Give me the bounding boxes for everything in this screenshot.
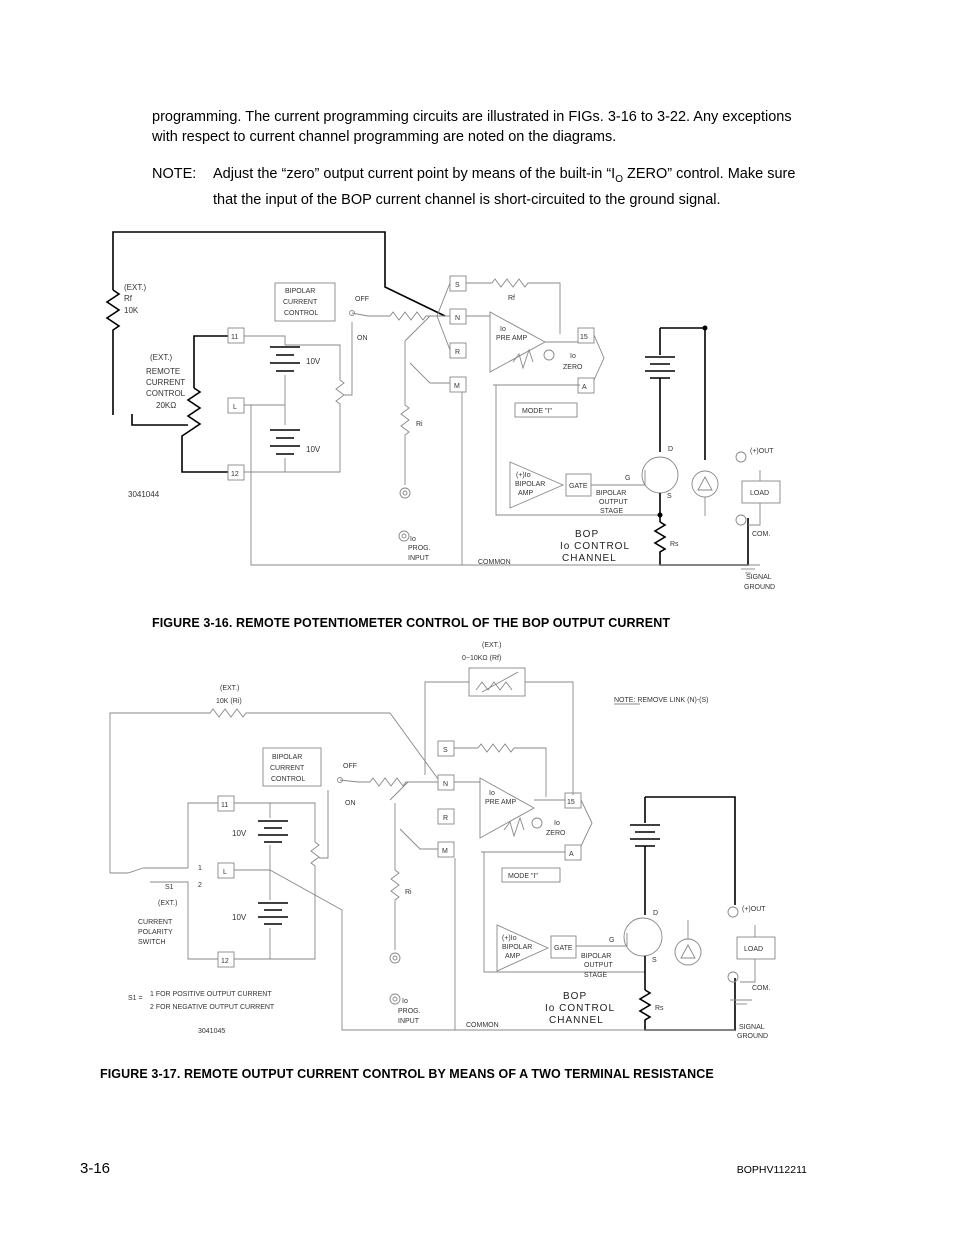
svg-text:COMMON: COMMON [466,1022,499,1029]
svg-text:3041045: 3041045 [198,1028,226,1035]
battery-6 [630,797,660,915]
svg-text:(EXT.): (EXT.) [158,900,178,907]
svg-text:S: S [443,747,448,754]
svg-text:POLARITY: POLARITY [138,929,173,936]
svg-text:10V: 10V [306,445,321,454]
svg-text:CHANNEL: CHANNEL [562,553,617,564]
svg-text:S1 =: S1 = [128,995,143,1002]
svg-text:Rs: Rs [670,541,679,548]
figure-3-17-schematic [110,642,775,1040]
svg-text:COMMON: COMMON [478,559,511,566]
svg-text:L: L [223,869,227,876]
svg-text:11: 11 [221,802,229,809]
svg-text:Rf: Rf [124,294,132,303]
svg-text:COM.: COM. [752,531,771,538]
svg-text:PROG.: PROG. [398,1008,421,1015]
svg-text:10V: 10V [306,357,321,366]
svg-text:(+)Io: (+)Io [502,935,517,942]
svg-text:S: S [652,957,657,964]
wiper-wire [132,414,188,425]
svg-text:Ri: Ri [405,889,412,896]
svg-text:BIPOLAR: BIPOLAR [596,490,627,497]
svg-text:2: 2 [198,882,202,889]
battery-3 [645,328,675,452]
svg-text:MODE "I": MODE "I" [522,408,552,415]
svg-text:PROG.: PROG. [408,545,431,552]
svg-text:Io: Io [410,536,416,543]
pot-top-wire [194,336,228,388]
svg-text:Io: Io [402,998,408,1005]
svg-text:A: A [582,384,587,391]
svg-text:GATE: GATE [569,483,588,490]
svg-text:(+)OUT: (+)OUT [742,906,766,913]
svg-text:(EXT.): (EXT.) [482,642,502,649]
svg-text:Io: Io [500,326,506,333]
svg-text:GROUND: GROUND [744,584,776,591]
svg-text:BIPOLAR: BIPOLAR [502,944,533,951]
figure-3-16-schematic [107,232,780,591]
ext-pot-resistor [182,388,228,472]
svg-text:GATE: GATE [554,945,573,952]
svg-text:Io CONTROL: Io CONTROL [560,541,631,552]
svg-text:G: G [609,937,615,944]
svg-text:12: 12 [221,958,229,965]
svg-text:OFF: OFF [343,763,357,770]
document-code: BOPHV112211 [736,1164,807,1176]
note-label: NOTE: [152,166,197,182]
svg-text:Io CONTROL: Io CONTROL [545,1003,616,1014]
svg-text:Io: Io [489,790,495,797]
svg-text:(EXT.): (EXT.) [220,685,240,692]
svg-text:Rf: Rf [508,295,515,302]
svg-text:10K: 10K [124,306,139,315]
svg-text:NOTE: REMOVE LINK (N)-(S): NOTE: REMOVE LINK (N)-(S) [614,697,709,704]
svg-text:R: R [455,349,461,356]
ext-rf-resistor [107,290,119,415]
svg-text:D: D [668,446,674,453]
figure-3-17-caption: FIGURE 3-17. REMOTE OUTPUT CURRENT CONTROL BY MEANS OF A TWO TERMINAL RESISTANCE [100,1067,714,1081]
svg-text:ON: ON [357,335,368,342]
svg-text:1: 1 [198,865,202,872]
svg-text:PRE AMP: PRE AMP [485,799,517,806]
svg-text:15: 15 [567,799,575,806]
svg-text:(EXT.): (EXT.) [124,283,147,292]
battery-5 [258,903,288,924]
svg-text:10V: 10V [232,913,247,922]
svg-text:S: S [667,493,672,500]
svg-text:AMP: AMP [518,490,534,497]
figure-3-16-caption: FIGURE 3-16. REMOTE POTENTIOMETER CONTROL OF THE BOP OUTPUT CURRENT [152,616,671,630]
svg-text:BIPOLAR: BIPOLAR [285,288,316,295]
svg-text:COM.: COM. [752,985,771,992]
svg-text:CURRENT: CURRENT [146,378,186,387]
svg-text:Io: Io [570,353,576,360]
page-number: 3-16 [80,1160,111,1177]
svg-text:CONTROL: CONTROL [271,776,306,783]
svg-text:S1: S1 [165,884,174,891]
svg-text:SIGNAL: SIGNAL [739,1024,765,1031]
svg-text:ON: ON [345,800,356,807]
battery-2 [270,430,300,454]
svg-text:A: A [569,851,574,858]
svg-text:CONTROL: CONTROL [146,389,186,398]
svg-text:CURRENT: CURRENT [270,765,305,772]
svg-text:SIGNAL: SIGNAL [746,574,772,581]
svg-text:INPUT: INPUT [408,555,429,562]
svg-text:OFF: OFF [355,296,369,303]
battery-1 [270,347,300,371]
svg-text:0−10KΩ (Rf): 0−10KΩ (Rf) [462,655,502,662]
svg-text:Rs: Rs [655,1005,664,1012]
svg-text:N: N [443,781,449,788]
svg-text:ZERO: ZERO [546,830,566,837]
svg-text:(+)Io: (+)Io [516,472,531,479]
svg-text:10K (Ri): 10K (Ri) [216,698,242,705]
svg-text:BIPOLAR: BIPOLAR [515,481,546,488]
svg-text:2 FOR NEGATIVE OUTPUT CURREN: 2 FOR NEGATIVE OUTPUT CURRENT [150,1004,275,1011]
svg-text:(+)OUT: (+)OUT [750,448,774,455]
svg-text:INPUT: INPUT [398,1018,419,1025]
svg-text:REMOTE: REMOTE [146,367,181,376]
svg-text:ZERO: ZERO [563,364,583,371]
svg-text:(EXT.): (EXT.) [150,353,173,362]
svg-text:STAGE: STAGE [600,508,624,515]
svg-text:LOAD: LOAD [750,490,770,497]
svg-text:CHANNEL: CHANNEL [549,1015,604,1026]
svg-text:10V: 10V [232,829,247,838]
svg-text:15: 15 [580,334,588,341]
svg-text:STAGE: STAGE [584,972,608,979]
svg-text:L: L [233,404,237,411]
svg-text:G: G [625,475,631,482]
svg-text:Io: Io [554,820,560,827]
svg-text:N: N [455,315,461,322]
svg-text:S: S [455,282,460,289]
svg-text:PRE AMP: PRE AMP [496,335,528,342]
svg-text:BOP: BOP [575,529,600,540]
battery-4 [258,821,288,842]
svg-text:AMP: AMP [505,953,521,960]
svg-text:BOP: BOP [563,991,588,1002]
svg-text:12: 12 [231,471,239,478]
svg-text:Ri: Ri [416,421,423,428]
svg-text:R: R [443,815,449,822]
svg-text:BIPOLAR: BIPOLAR [272,754,303,761]
svg-text:11: 11 [231,334,239,341]
svg-text:M: M [442,848,448,855]
svg-text:CONTROL: CONTROL [284,310,319,317]
svg-text:OUTPUT: OUTPUT [599,499,628,506]
svg-text:1 FOR POSITIVE OUTPUT CURREN: 1 FOR POSITIVE OUTPUT CURRENT [150,991,272,998]
note-text: Adjust the “zero” output current point by means of the built-in “$I_O$ ZERO” control. Make sure that the input of the BOP current channel is short-circuited to the ground signal. [213,166,796,208]
svg-text:MODE "I": MODE "I" [508,873,538,880]
body-paragraph: programming. The current programming circuits are illustrated in FIGs. 3-16 to 3-22. Any exceptions with respect to current channel programming are noted on the diagrams. [152,109,792,145]
svg-text:CURRENT: CURRENT [283,299,318,306]
svg-text:SWITCH: SWITCH [138,939,166,946]
svg-text:CURRENT: CURRENT [138,919,173,926]
svg-text:OUTPUT: OUTPUT [584,962,613,969]
svg-text:LOAD: LOAD [744,946,764,953]
svg-text:20KΩ: 20KΩ [156,401,177,410]
svg-text:BIPOLAR: BIPOLAR [581,953,612,960]
svg-text:3041044: 3041044 [128,490,160,499]
ext-rf-wire [113,232,445,316]
svg-text:M: M [454,383,460,390]
svg-text:GROUND: GROUND [737,1033,769,1040]
svg-text:D: D [653,910,659,917]
